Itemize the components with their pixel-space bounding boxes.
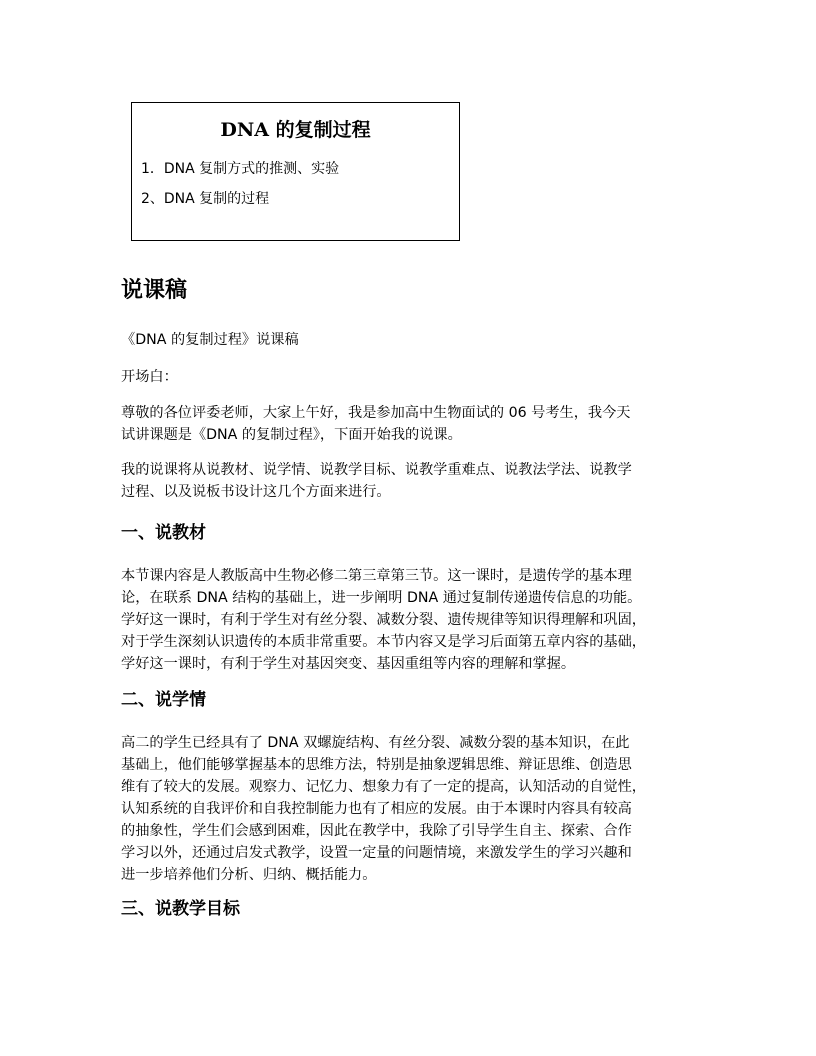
section-heading-textbook: 一、说教材 <box>121 523 206 543</box>
paragraph-line: 认知系统的自我评价和自我控制能力也有了相应的发展。由于本课时内容具有较高 <box>121 801 632 817</box>
paragraph-line: 维有了较大的发展。观察力、记忆力、想象力有了一定的提高，认知活动的自觉性， <box>121 779 646 795</box>
greeting-paragraph <box>121 402 706 446</box>
paragraph-line: 的抽象性，学生们会感到困难，因此在教学中，我除了引导学生自主、探索、合作 <box>121 823 632 839</box>
title-box <box>131 102 460 241</box>
paragraph-line: 学好这一课时，有利于学生对有丝分裂、减数分裂、遗传规律等知识得理解和巩固， <box>121 612 646 628</box>
box-title: DNA 的复制过程 <box>220 119 371 141</box>
overview-paragraph <box>121 459 706 503</box>
textbook-paragraph <box>121 565 706 675</box>
learners-paragraph <box>121 732 706 886</box>
paragraph-line: 对于学生深刻认识遗传的本质非常重要。本节内容又是学习后面第五章内容的基础， <box>121 634 646 650</box>
box-item-1: 1．DNA 复制方式的推测、实验 <box>141 161 340 177</box>
intro-line: 《DNA 的复制过程》说课稿 <box>121 332 299 348</box>
paragraph-line: 基础上，他们能够掌握基本的思维方法，特别是抽象逻辑思维、辩证思维、创造思 <box>121 757 632 773</box>
section-heading-learners: 二、说学情 <box>121 690 206 710</box>
box-item-2: 2、DNA 复制的过程 <box>141 191 270 207</box>
section-heading-objectives: 三、说教学目标 <box>121 899 240 919</box>
paragraph-line: 学习以外，还通过启发式教学，设置一定量的问题情境，来激发学生的学习兴趣和 <box>121 845 632 861</box>
paragraph-line: 本节课内容是人教版高中生物必修二第三章第三节。这一课时，是遗传学的基本理 <box>121 568 632 584</box>
paragraph-line: 试讲课题是《DNA 的复制过程》，下面开始我的说课。 <box>121 427 462 443</box>
paragraph-line: 过程、以及说板书设计这几个方面来进行。 <box>121 484 391 500</box>
paragraph-line: 学好这一课时，有利于学生对基因突变、基因重组等内容的理解和掌握。 <box>121 656 576 672</box>
paragraph-line: 尊敬的各位评委老师，大家上午好，我是参加高中生物面试的 06 号考生，我今天 <box>121 405 631 421</box>
paragraph-line: 我的说课将从说教材、说学情、说教学目标、说教学重难点、说教法学法、说教学 <box>121 462 632 478</box>
paragraph-line: 进一步培养他们分析、归纳、概括能力。 <box>121 867 377 883</box>
main-heading: 说课稿 <box>121 278 188 303</box>
paragraph-line: 高二的学生已经具有了 DNA 双螺旋结构、有丝分裂、减数分裂的基本知识，在此 <box>121 735 630 751</box>
paragraph-line: 论，在联系 DNA 结构的基础上，进一步阐明 DNA 通过复制传递遗传信息的功能。 <box>121 590 642 606</box>
opening-label: 开场白： <box>121 369 178 385</box>
